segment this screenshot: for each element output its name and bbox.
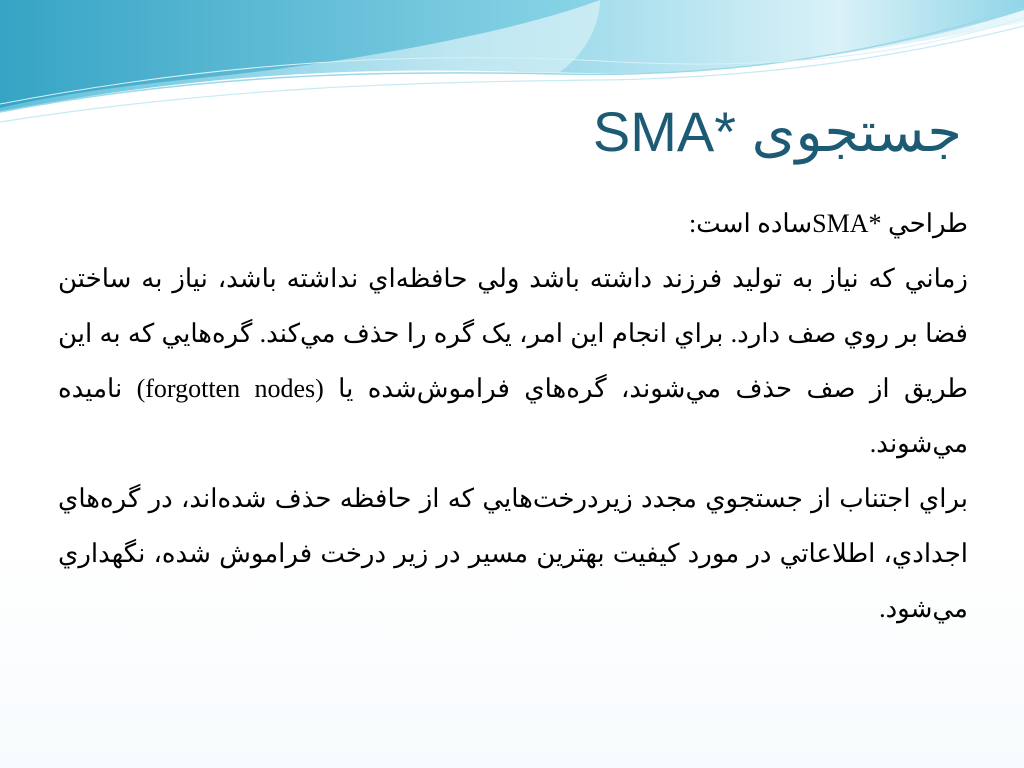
- slide-title: [262, 92, 962, 172]
- intro-latin: SMA*: [812, 209, 882, 238]
- slide-body: [58, 196, 968, 636]
- slide-title-latin: SMA*: [592, 100, 737, 163]
- paragraph-2: [58, 471, 968, 636]
- paragraph-1: [58, 251, 968, 471]
- paragraph-1-latin: (forgotten nodes): [136, 374, 324, 403]
- slide-title-text: جستجوی: [736, 100, 962, 163]
- intro-word: طراحي: [881, 209, 968, 238]
- intro-rest: ساده است:: [688, 209, 813, 238]
- paragraph-1-text-after: ناميده مي‌شوند.: [58, 374, 968, 458]
- paragraph-2-text: براي اجتناب از جستجوي مجدد زيردرخت‌هايي كه از حافظه حذف شده‌اند، در گره‌هاي اجدادي، اطلاعاتي در مورد كيفيت بهترين مسير در زير درخت فراموش شده، نگهداري مي‌شود.: [58, 484, 968, 623]
- paragraph-1-text-before: زماني كه نياز به توليد فرزند داشته باشد ولي حافظه‌اي نداشته باشد، نياز به ساختن فضا بر روي صف دارد. براي انجام اين امر، يک گره را حذف مي‌كند. گره‌هايي كه به اين طريق از صف حذف مي‌شوند، گره‌هاي فراموش‌شده يا: [58, 264, 968, 403]
- intro-line: [58, 196, 968, 251]
